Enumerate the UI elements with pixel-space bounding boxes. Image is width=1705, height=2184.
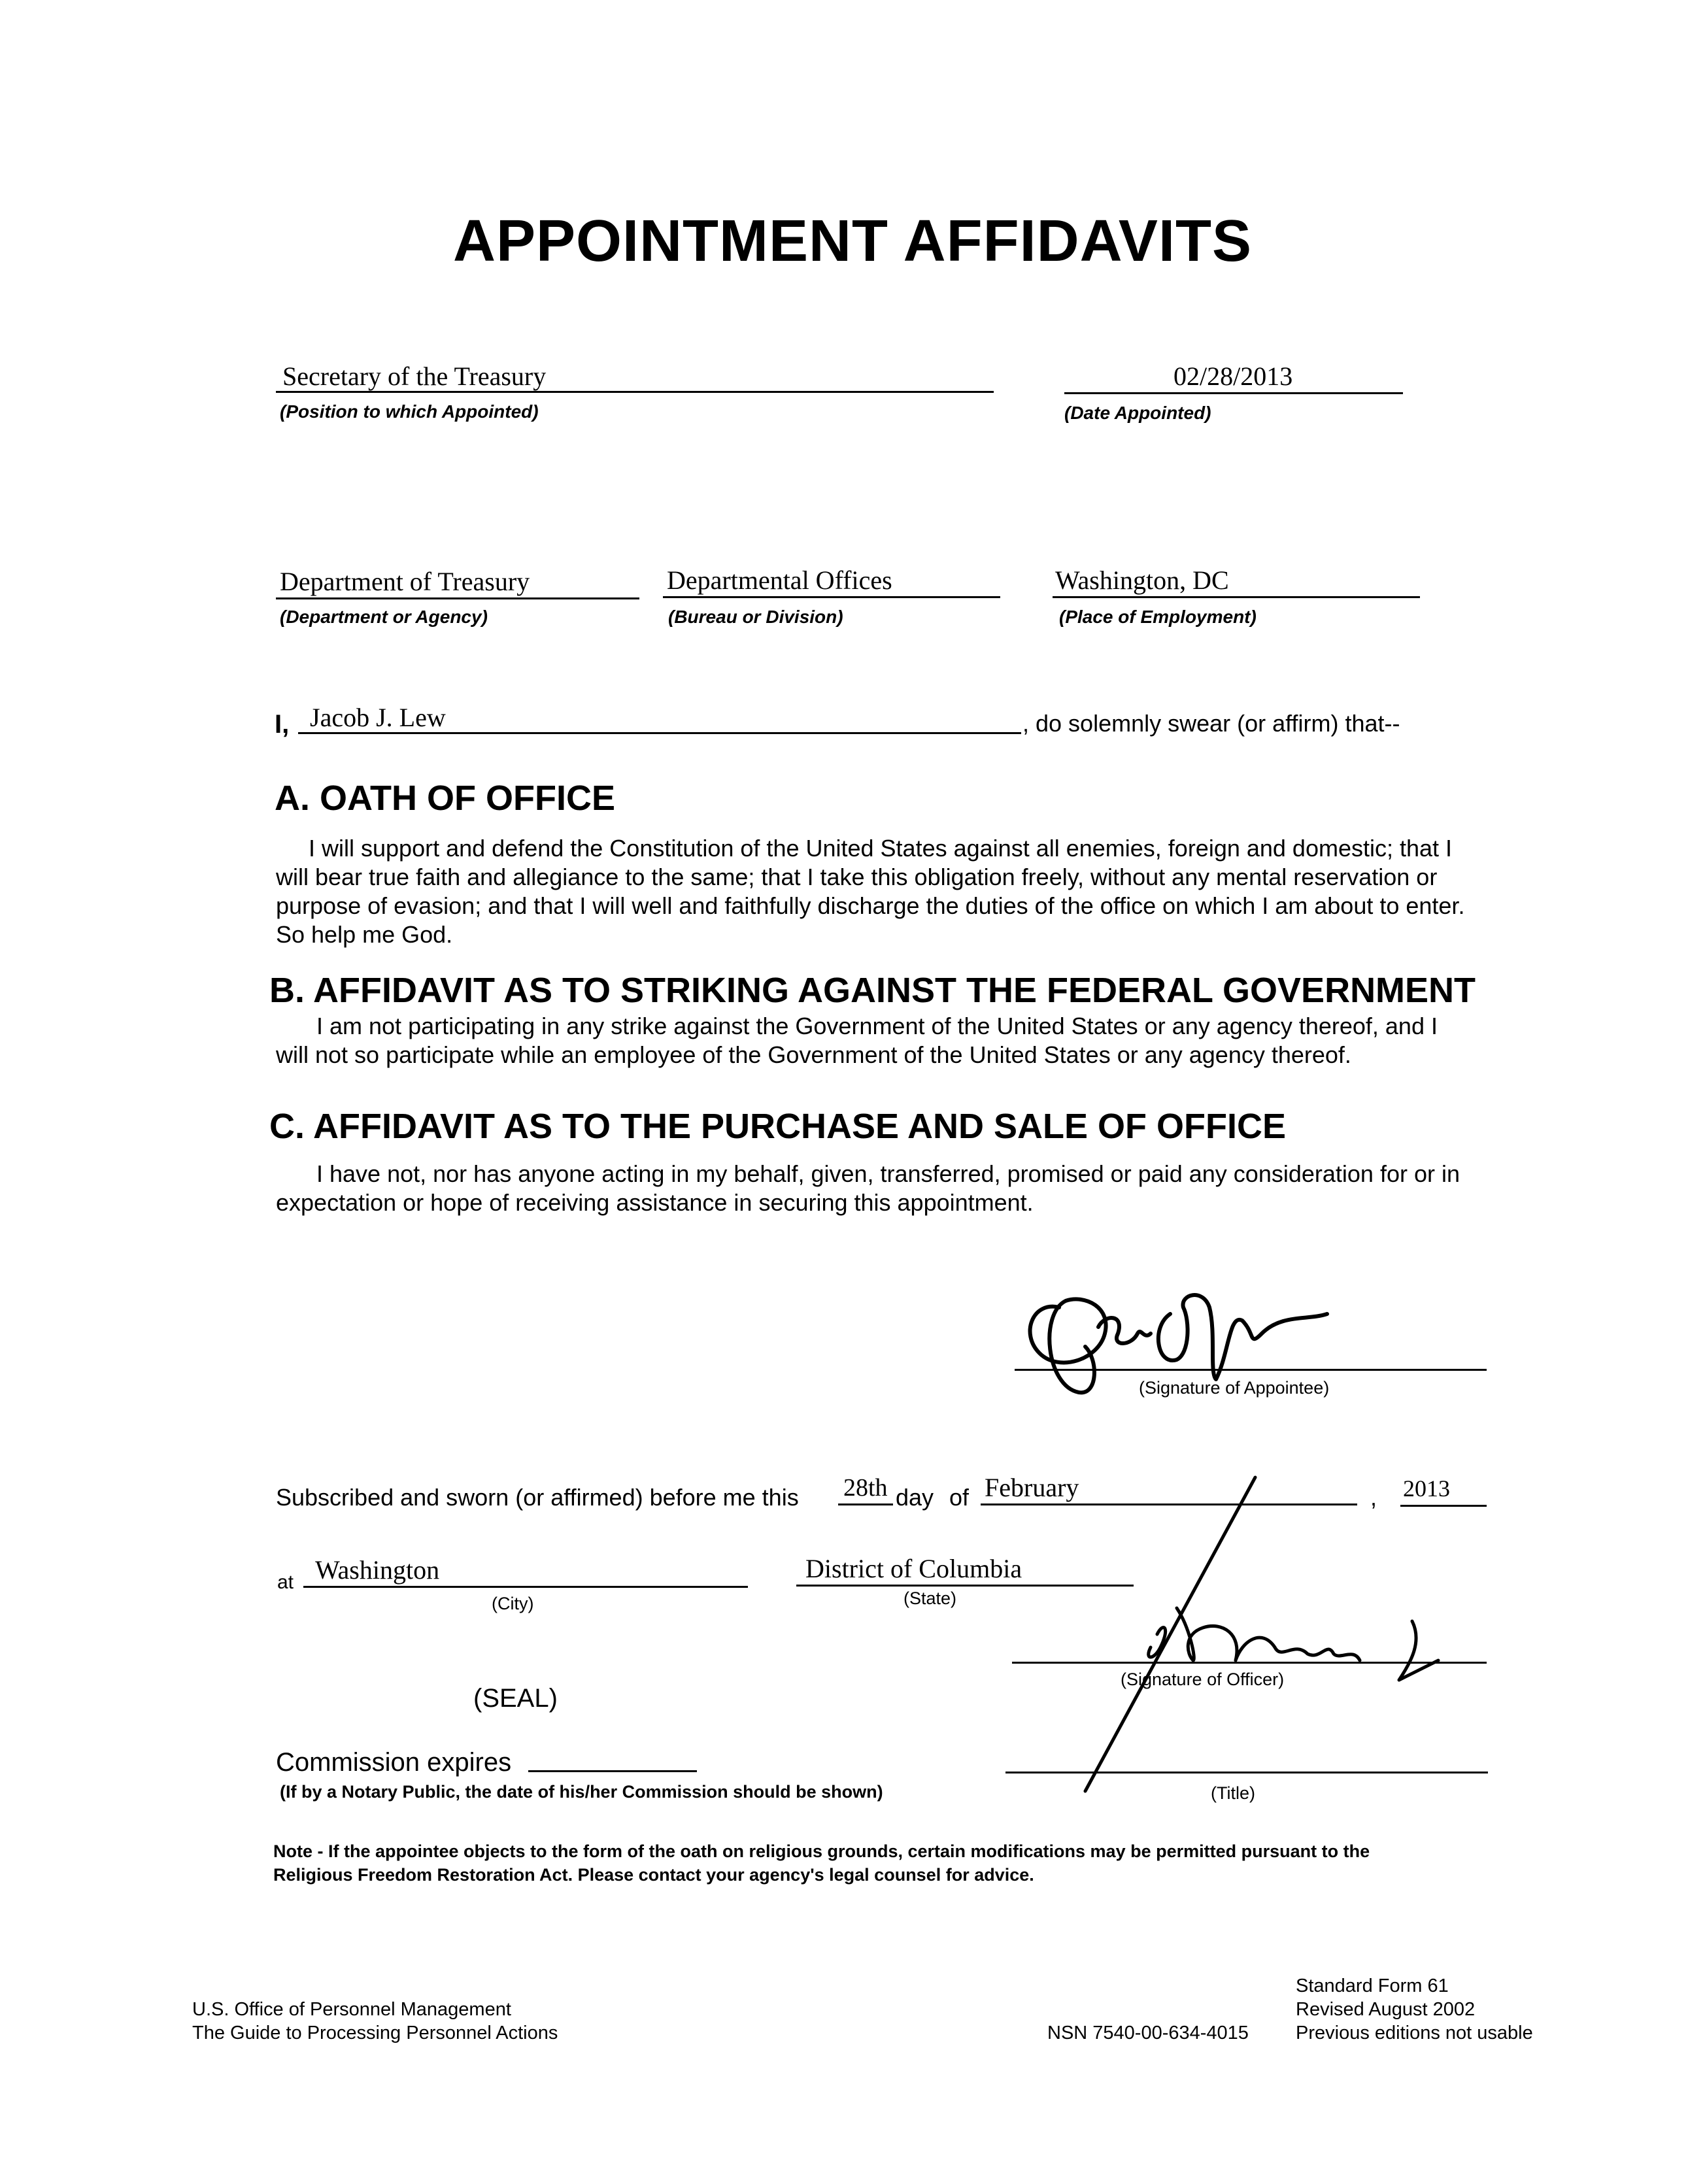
commission-note: (If by a Notary Public, the date of his/her Commission should be shown): [280, 1782, 883, 1802]
department-caption: (Department or Agency): [280, 607, 488, 627]
section-a-heading: A. OATH OF OFFICE: [275, 779, 615, 818]
officer-title-line: [1005, 1772, 1488, 1773]
date-appointed-caption: (Date Appointed): [1064, 403, 1211, 423]
sworn-day-value: 28th: [843, 1474, 888, 1502]
footer-revised: Revised August 2002: [1296, 1999, 1476, 2020]
section-c-heading: C. AFFIDAVIT AS TO THE PURCHASE AND SALE OF OFFICE: [269, 1107, 1287, 1146]
section-a-text: I will support and defend the Constitution of the United States against all enemies, foreign and domestic; that I will bear true faith and allegiance to the same; that I take this obligation freely, without any mental reservation or purpose of evasion; and that I will well and faithfully discharge the duties of the office on which I am about to enter. So help me God.: [276, 835, 1465, 948]
bureau-value: Departmental Offices: [667, 565, 892, 595]
footer-nsn: NSN 7540-00-634-4015: [1047, 2023, 1249, 2043]
appointee-name-line: [298, 732, 1021, 734]
department-line: [276, 597, 639, 599]
place-line: [1053, 596, 1420, 598]
appointee-name: Jacob J. Lew: [310, 703, 446, 732]
officer-signature: [1046, 1464, 1491, 1804]
sworn-comma: ,: [1370, 1484, 1377, 1511]
note-line-2: Religious Freedom Restoration Act. Please contact your agency's legal counsel for advice.: [273, 1865, 1034, 1885]
officer-signature-caption: (Signature of Officer): [1121, 1670, 1285, 1689]
sworn-month-value: February: [985, 1473, 1079, 1502]
date-appointed-value: 02/28/2013: [1173, 361, 1293, 391]
footer-form-number: Standard Form 61: [1296, 1975, 1449, 1996]
note-line-1: Note - If the appointee objects to the form of the oath on religious grounds, certain modifications may be permitted pursuant to the: [273, 1841, 1370, 1861]
officer-signature-line: [1012, 1662, 1487, 1664]
note-text: [273, 1840, 1370, 1887]
state-value: District of Columbia: [805, 1554, 1022, 1583]
section-b-text: I am not participating in any strike against the Government of the United States or any agency thereof, and I will not so participate while an employee of the Government of the United States or any agency thereof.: [276, 1013, 1438, 1068]
city-value: Washington: [315, 1555, 440, 1585]
sworn-day-line: [838, 1504, 893, 1505]
officer-title-caption: (Title): [1211, 1783, 1255, 1803]
section-b-heading: B. AFFIDAVIT AS TO STRIKING AGAINST THE FEDERAL GOVERNMENT: [269, 971, 1476, 1010]
commission-line: [528, 1770, 697, 1772]
footer-right: [1296, 1974, 1533, 2045]
position-caption: (Position to which Appointed): [280, 401, 539, 422]
sworn-year-value: 2013: [1403, 1475, 1450, 1502]
city-caption: (City): [492, 1594, 534, 1613]
department-value: Department of Treasury: [280, 567, 530, 596]
appointee-signature-line: [1015, 1369, 1487, 1371]
footer-guide: The Guide to Processing Personnel Actions: [192, 2023, 558, 2043]
appointee-signature-caption: (Signature of Appointee): [1139, 1378, 1330, 1398]
section-c-text: I have not, nor has anyone acting in my behalf, given, transferred, promised or paid any consideration for or in expectation or hope of receiving assistance in securing this appointment.: [276, 1160, 1460, 1216]
oath-prefix: I,: [275, 710, 290, 739]
date-appointed-line: [1064, 392, 1403, 394]
sworn-prefix: Subscribed and sworn (or affirmed) before me this: [276, 1484, 799, 1511]
commission-label: Commission expires: [276, 1748, 512, 1777]
footer-previous-editions: Previous editions not usable: [1296, 2023, 1533, 2043]
footer-opm: U.S. Office of Personnel Management: [192, 1999, 511, 2020]
bureau-caption: (Bureau or Division): [668, 607, 843, 627]
state-caption: (State): [903, 1588, 957, 1608]
bureau-line: [663, 596, 1000, 598]
city-line: [303, 1586, 748, 1588]
oath-suffix: , do solemnly swear (or affirm) that--: [1022, 710, 1400, 737]
footer-left: [192, 1998, 558, 2045]
sworn-day-label: day: [896, 1484, 934, 1511]
position-line: [276, 391, 994, 393]
place-value: Washington, DC: [1055, 565, 1229, 595]
place-caption: (Place of Employment): [1059, 607, 1257, 627]
position-value: Secretary of the Treasury: [282, 361, 547, 391]
seal-label: (SEAL): [473, 1684, 558, 1713]
sworn-of-label: of: [949, 1484, 970, 1511]
at-label: at: [277, 1571, 294, 1593]
page-title: APPOINTMENT AFFIDAVITS: [453, 209, 1252, 274]
